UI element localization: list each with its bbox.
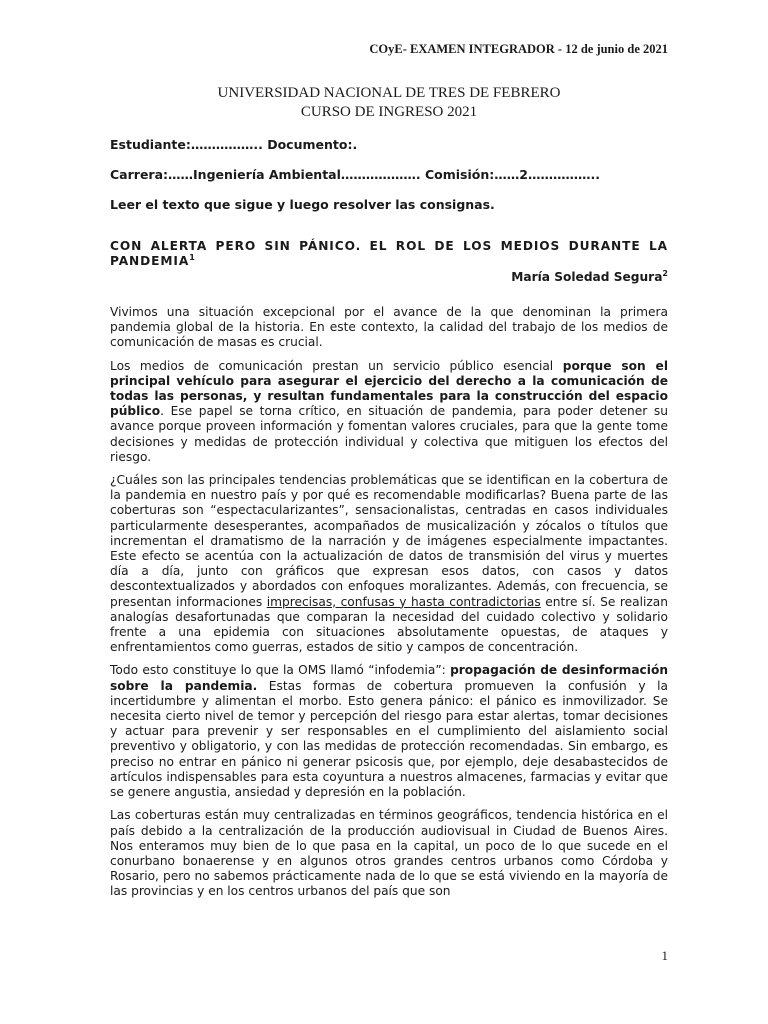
author-footnote-ref: 2 [662,268,668,278]
paragraph-5: Las coberturas están muy centralizadas en términos geográficos, tendencia histórica en el país debido a la centralización de la producción audiovisual in Ciudad de Buenos Aires. Nos enteramos muy bien de lo que pasa en la capital, un poco de lo que sucede en el conurbano bonaerense y en algunos otros grandes centros urbanos como Córdoba y Rosario, pero no sabemos prácticamente nada de lo que se está viviendo en la mayoría de las provincias y en los centros urbanos del país que son [110,808,668,899]
paragraph-4-emphasis: propagación de desinformación sobre la pandemia. [110,663,669,693]
paragraph-1: Vivimos una situación excepcional por el avance de la que denominan la primera pandemia global de la historia. En este contexto, la calidad del trabajo de los medios de comunicación de masas es crucial. [110,305,668,350]
paragraph-2 [110,359,668,465]
instruction-line: Leer el texto que sigue y luego resolver las consignas. [110,197,495,212]
university-name: UNIVERSIDAD NACIONAL DE TRES DE FEBRERO [217,85,561,101]
paragraph-3-underlined: imprecisas, confusas y hasta contradictorias [266,594,541,609]
article-title-text: CON ALERTA PERO SIN PÁNICO. EL ROL DE LOS MEDIOS DURANTE LA PANDEMIA [110,239,668,268]
paragraph-2-text-end: . Ese papel se torna crítico, en situación de pandemia, para poder detener su avance porque proveen información y fomentan valores cruciales, para que la gente tome decisiones y medidas de protección individual y colectiva que mitiguen los efectos del riesgo. [110,404,668,464]
article-author [511,270,668,284]
paragraph-3-text: ¿Cuáles son las principales tendencias problemáticas que se identifican en la cobertura de la pandemia en nuestro país y por qué es recomendable modificarlas? Buena parte de las coberturas son “espectacularizantes”, sensacionalistas, centradas en casos individuales particularmente desesperantes, acompañados de musicalización y zócalos o títulos que incrementan el dramatismo de la narración y de imágenes especialmente impactantes. Este efecto se acentúa con la actualización de datos de transmisión del virus y muertes día a día, junto con gráficos que expresan esos datos, con casos y datos descontextualizados y abordados con enfoques moralizantes. Además, con frecuencia, se presentan informaciones [110,473,668,609]
student-line: Estudiante:…………….. Documento:. [110,137,358,152]
course-name: CURSO DE INGRESO 2021 [300,104,478,120]
paragraph-4-text: Todo esto constituye lo que la OMS llamó “infodemia”: [110,663,451,678]
career-line: Carrera:……Ingeniería Ambiental………………. Comisión:……2…………….. [110,167,600,182]
paragraph-2-emphasis: porque son el principal vehículo para asegurar el ejercicio del derecho a la comunicación de todas las personas, y resultan fundamentales para la construcción del espacio público [110,358,669,419]
article-body [110,305,668,908]
paragraph-4 [110,663,668,800]
paragraph-3-text-end: entre sí. Se realizan analogías desafortunadas que comparan la necesidad del cuidado colectivo y solidario frente a una epidemia con situaciones absolutamente opuestas, de ataques y enfrentamientos como guerras, estados de sitio y campos de concentración. [110,594,668,655]
author-name: María Soledad Segura [511,270,663,284]
article-title [110,239,668,269]
paragraph-4-text-end: Estas formas de cobertura promueven la confusión y la incertidumbre y alimentan el morbo. Esto genera pánico: el pánico es inmovilizador. Se necesita cierto nivel de temor y percepción del riesgo para estar alertas, tomar decisiones y actuar para prevenir y ser responsables en el cumplimiento del aislamiento social preventivo y obligatorio, y con las medidas de protección recomendadas. Sin embargo, es preciso no entrar en pánico ni generar psicosis que, por ejemplo, deje desabastecidos de artículos indispensables para esta coyuntura a nuestros almacenes, farmacias y evitar que se genere angustia, ansiedad y depresión en la población. [110,678,668,800]
paragraph-3 [110,473,668,655]
page-number: 1 [661,948,668,963]
exam-header: COyE- EXAMEN INTEGRADOR - 12 de junio de 2021 [369,42,668,56]
title-footnote-ref: 1 [189,252,196,262]
paragraph-2-text: Los medios de comunicación prestan un servicio público esencial [110,358,563,373]
